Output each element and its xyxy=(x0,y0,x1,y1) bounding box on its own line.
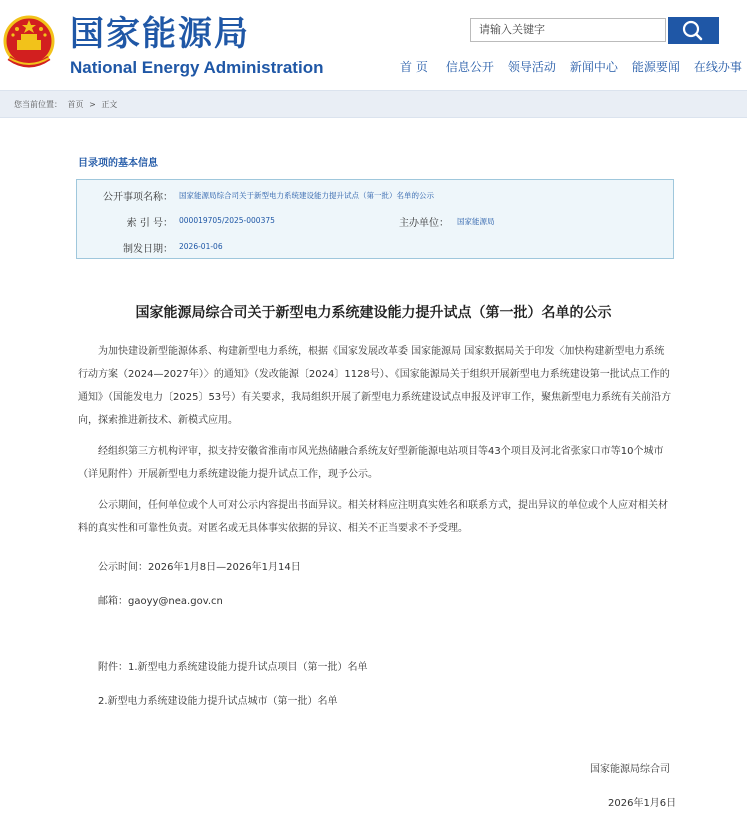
org-label: 主办单位： xyxy=(399,218,449,229)
attachment-1-link[interactable]: 附件：1.新型电力系统建设能力提升试点项目（第一批）名单 xyxy=(98,662,368,673)
search-input[interactable]: 请输入关键字 xyxy=(470,18,666,42)
breadcrumb-home-link[interactable]: 首页 xyxy=(67,100,84,109)
paragraph-3-text: 公示期间，任何单位或个人可对公示内容提出书面异议。相关材料应注明真实姓名和联系方式，提出异议的单位或个人应对相关材料的真实性和可靠性负责。对匿名或无具体事实依据的异议、相关不正当要求不予受理。 xyxy=(78,500,668,534)
breadcrumb-prefix: 您当前位置： xyxy=(14,100,62,109)
attachment-2-link[interactable]: 2.新型电力系统建设能力提升试点城市（第一批）名单 xyxy=(98,696,338,707)
search-button[interactable] xyxy=(668,17,719,44)
date-label: 制发日期： xyxy=(123,244,173,255)
paragraph-1-text: 为加快建设新型能源体系、构建新型电力系统，根据《国家发展改革委 国家能源局 国家数据局关于印发〈加快构建新型电力系统行动方案（2024—2027年）〉的通知》（发改能源〔2024〕1128号）、《国家能源局关于组织开展新型电力系统建设第一批试点工作的通知》（国能发电力〔2025〕53号）有关要求，我局组织开展了新型电力系统建设试点申报及评审工作，聚焦新型电力系统有关前沿方向，探索推进新技术、新模式应用。 xyxy=(78,346,672,426)
index-label: 索 引 号： xyxy=(126,218,173,229)
nav-item-leadership[interactable]: 领导活动 xyxy=(507,60,556,74)
sign-date: 2026年1月6日 xyxy=(608,798,677,809)
org-value: 国家能源局 xyxy=(457,217,495,226)
notice-period: 公示时间：2026年1月8日—2026年1月14日 xyxy=(98,562,301,573)
search-icon xyxy=(668,17,719,44)
subject-value: 国家能源局综合司关于新型电力系统建设能力提升试点（第一批）名单的公示 xyxy=(179,191,434,200)
paragraph-1 xyxy=(78,340,672,432)
breadcrumb-bar xyxy=(0,90,747,118)
national-emblem-icon[interactable] xyxy=(3,14,55,72)
index-value: 000019705/2025-000375 xyxy=(179,216,275,225)
nav-item-info-disclosure[interactable]: 信息公开 xyxy=(445,60,494,74)
nav-item-news[interactable]: 新闻中心 xyxy=(569,60,618,74)
site-header xyxy=(0,0,747,88)
main-nav xyxy=(392,58,747,76)
nav-item-home[interactable]: 首 页 xyxy=(400,60,428,74)
paragraph-2 xyxy=(78,440,672,486)
breadcrumb xyxy=(14,99,120,110)
article-title: 国家能源局综合司关于新型电力系统建设能力提升试点（第一批）名单的公示 xyxy=(135,305,612,321)
paragraph-3 xyxy=(78,494,672,540)
nav-item-online-services[interactable]: 在线办事 xyxy=(693,60,742,74)
breadcrumb-separator: > xyxy=(89,100,96,109)
contact-email: 邮箱：gaoyy@nea.gov.cn xyxy=(98,596,223,607)
nav-item-energy-news[interactable]: 能源要闻 xyxy=(631,60,680,74)
breadcrumb-current: 正文 xyxy=(101,100,118,109)
meta-section-title: 目录项的基本信息 xyxy=(78,158,158,169)
subject-label: 公开事项名称： xyxy=(103,192,173,203)
paragraph-2-text: 经组织第三方机构评审，拟支持安徽省淮南市风光热储融合系统友好型新能源电站项目等43个项目及河北省张家口市等10个城市（详见附件）开展新型电力系统建设能力提升试点工作，现予公示。 xyxy=(78,446,664,480)
signature: 国家能源局综合司 xyxy=(590,764,670,775)
site-title-en[interactable]: National Energy Administration xyxy=(70,58,324,77)
meta-info-box xyxy=(76,179,674,259)
site-title-cn[interactable]: 国家能源局 xyxy=(70,14,250,54)
date-value: 2026-01-06 xyxy=(179,242,223,251)
